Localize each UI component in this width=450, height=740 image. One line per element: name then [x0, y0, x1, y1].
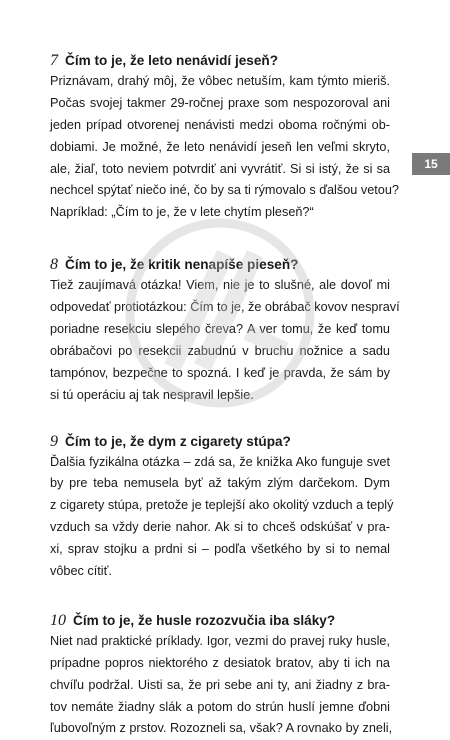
text-line: Niet nad praktické príklady. Igor, vezmi do pravej ruky husle,: [50, 633, 390, 648]
section-title: Čím to je, že husle rozozvučia iba sláky?: [73, 612, 336, 628]
section-10: [50, 611, 393, 740]
section-title: Čím to je, že dym z cigarety stúpa?: [65, 433, 291, 449]
text-line: nechcel spýtať niečo iné, čo by sa ti rýmovalo s ďalšou vetou?: [50, 183, 399, 198]
text-line: tov nemáte žiadny slák a potom do strún huslí jemne ďobni: [50, 699, 390, 714]
section-number: 8: [50, 256, 58, 274]
text-line: vzduch sa vždy derie nahor. Ak si to chceš odskúšať v pra-: [50, 520, 390, 535]
section-8: [50, 255, 400, 406]
section-9: [50, 432, 394, 583]
section-number: 7: [50, 52, 58, 69]
text-line: ale, žiaľ, toto neviem potvrdiť ani vyvrátiť. Si si istý, že si sa: [50, 161, 390, 176]
text-line: tampónov, bezpečne to spozná. I keď je pravda, že sám by: [50, 365, 390, 380]
text-line: ľubovoľným z prstov. Rozozneli sa, však? A rovnako by zneli,: [50, 721, 393, 736]
section-heading: [50, 611, 390, 631]
text-line: Napríklad: „Čím to je, že v lete chytím pleseň?“: [50, 205, 314, 220]
text-line: obrábačovi po resekcii zabudnú v bruchu nožnice a sadu: [50, 343, 390, 358]
text-line: vôbec cítiť.: [50, 564, 112, 579]
section-heading: [50, 255, 390, 275]
section-number: 9: [50, 432, 58, 450]
text-line: si tú operáciu aj tak nespravil lepšie.: [50, 387, 254, 402]
page-body: [50, 51, 400, 740]
text-line: dobiami. Je možné, že leto nenávidí jeseň len veľmi skryto,: [50, 139, 390, 154]
text-line: Ďalšia fyzikálna otázka – zdá sa, že knižka Ako funguje svet: [50, 454, 390, 469]
text-line: by pre teba nemusela byť až takým zlým darčekom. Dym: [50, 476, 390, 491]
text-line: poriadne resekciu slepého čreva? A ver tomu, že keď tomu: [50, 322, 390, 337]
text-line: jeden prípad otvorenej nenávisti medzi oboma ročnými ob-: [50, 117, 390, 132]
text-line: Tiež zaujímavá otázka! Viem, nie je to slušné, ale dovoľ mi: [50, 278, 390, 293]
section-title: Čím to je, že leto nenávidí jeseň?: [65, 53, 279, 68]
text-line: Priznávam, drahý môj, že vôbec netuším, kam týmto mieriš.: [50, 74, 390, 88]
section-title: Čím to je, že kritik nenapíše pieseň?: [65, 257, 299, 273]
section-number: 10: [50, 611, 66, 629]
text-line: odpovedať protiotázkou: Čím to je, že obrábač kovov nespraví: [50, 300, 400, 315]
section-7: [50, 51, 399, 224]
text-line: xi, sprav stojku a prdni si – podľa všetkého by si to nemal: [50, 542, 390, 557]
text-line: prípadne popros niektorého z desiatok bratov, aby ti ich na: [50, 655, 390, 670]
section-heading: [50, 432, 390, 452]
text-line: Počas svojej takmer 29-ročnej praxe som nespozoroval ani: [50, 95, 390, 110]
section-heading: [50, 51, 390, 71]
text-line: z cigarety stúpa, pretože je teplejší ako okolitý vzduch a teplý: [50, 498, 394, 513]
page-number-tab: 15: [412, 153, 450, 175]
text-line: chvíľu podržal. Uisti sa, že pri sebe ani ty, ani žiadny z bra-: [50, 677, 390, 692]
